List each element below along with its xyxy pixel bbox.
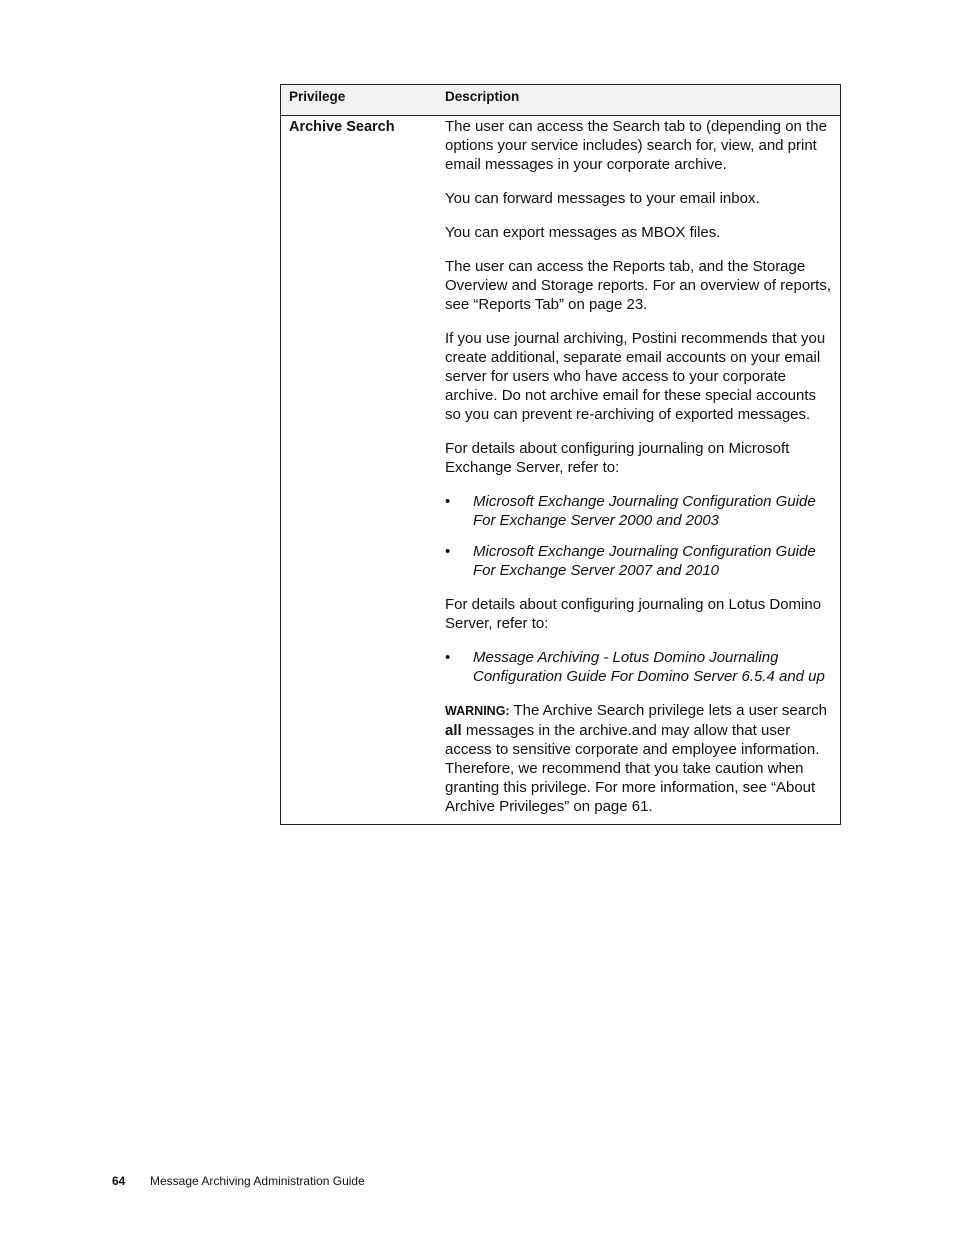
document-title: Message Archiving Administration Guide <box>150 1174 365 1188</box>
exchange-guide-2000-2003: Microsoft Exchange Journaling Configuration Guide For Exchange Server 2000 and 2003 <box>473 493 816 529</box>
description-paragraph: You can export messages as MBOX files. <box>445 224 721 241</box>
header-description: Description <box>445 89 520 104</box>
description-paragraph: If you use journal archiving, Postini recommends that you create additional, separate email accounts on your email server for users who have access to your corporate archive. Do not archive email for these special accounts so you can prevent re-archiving of exported messages. <box>445 330 826 423</box>
warning-label: WARNING: <box>445 704 510 718</box>
bullet-glyph: • <box>445 543 451 560</box>
description-paragraph: You can forward messages to your email inbox. <box>445 190 760 207</box>
list-item <box>445 648 835 686</box>
description-paragraph: For details about configuring journaling on Microsoft Exchange Server, refer to: <box>445 440 790 476</box>
privilege-description <box>445 116 835 824</box>
header-privilege: Privilege <box>289 89 346 104</box>
description-paragraph: The user can access the Reports tab, and the Storage Overview and Storage reports. For an overview of reports, see “Reports Tab” on page 23. <box>445 258 832 313</box>
table-row <box>281 116 840 824</box>
exchange-guide-2007-2010: Microsoft Exchange Journaling Configuration Guide For Exchange Server 2007 and 2010 <box>473 543 816 579</box>
privileges-table <box>280 84 841 825</box>
warning-paragraph <box>445 701 835 816</box>
warning-bold: all <box>445 722 462 739</box>
page-footer <box>112 1174 365 1188</box>
bullet-glyph: • <box>445 493 451 510</box>
table-header <box>281 85 840 116</box>
warning-text-a: The Archive Search privilege lets a user search <box>509 702 827 719</box>
domino-guide: Message Archiving - Lotus Domino Journaling Configuration Guide For Domino Server 6.5.4 and up <box>473 649 825 685</box>
list-item <box>445 542 835 580</box>
page-number: 64 <box>112 1174 126 1188</box>
description-paragraph: For details about configuring journaling on Lotus Domino Server, refer to: <box>445 596 822 632</box>
description-paragraph: The user can access the Search tab to (depending on the options your service includes) search for, view, and print email messages in your corporate archive. <box>445 118 827 173</box>
bullet-glyph: • <box>445 649 451 666</box>
list-item <box>445 492 835 530</box>
privilege-name: Archive Search <box>289 119 395 135</box>
warning-text-b: messages in the archive.and may allow that user access to sensitive corporate and employee information. Therefore, we recommend that you take caution when granting this privilege. For more information, see “About Archive Privileges” on page 61. <box>445 722 820 815</box>
